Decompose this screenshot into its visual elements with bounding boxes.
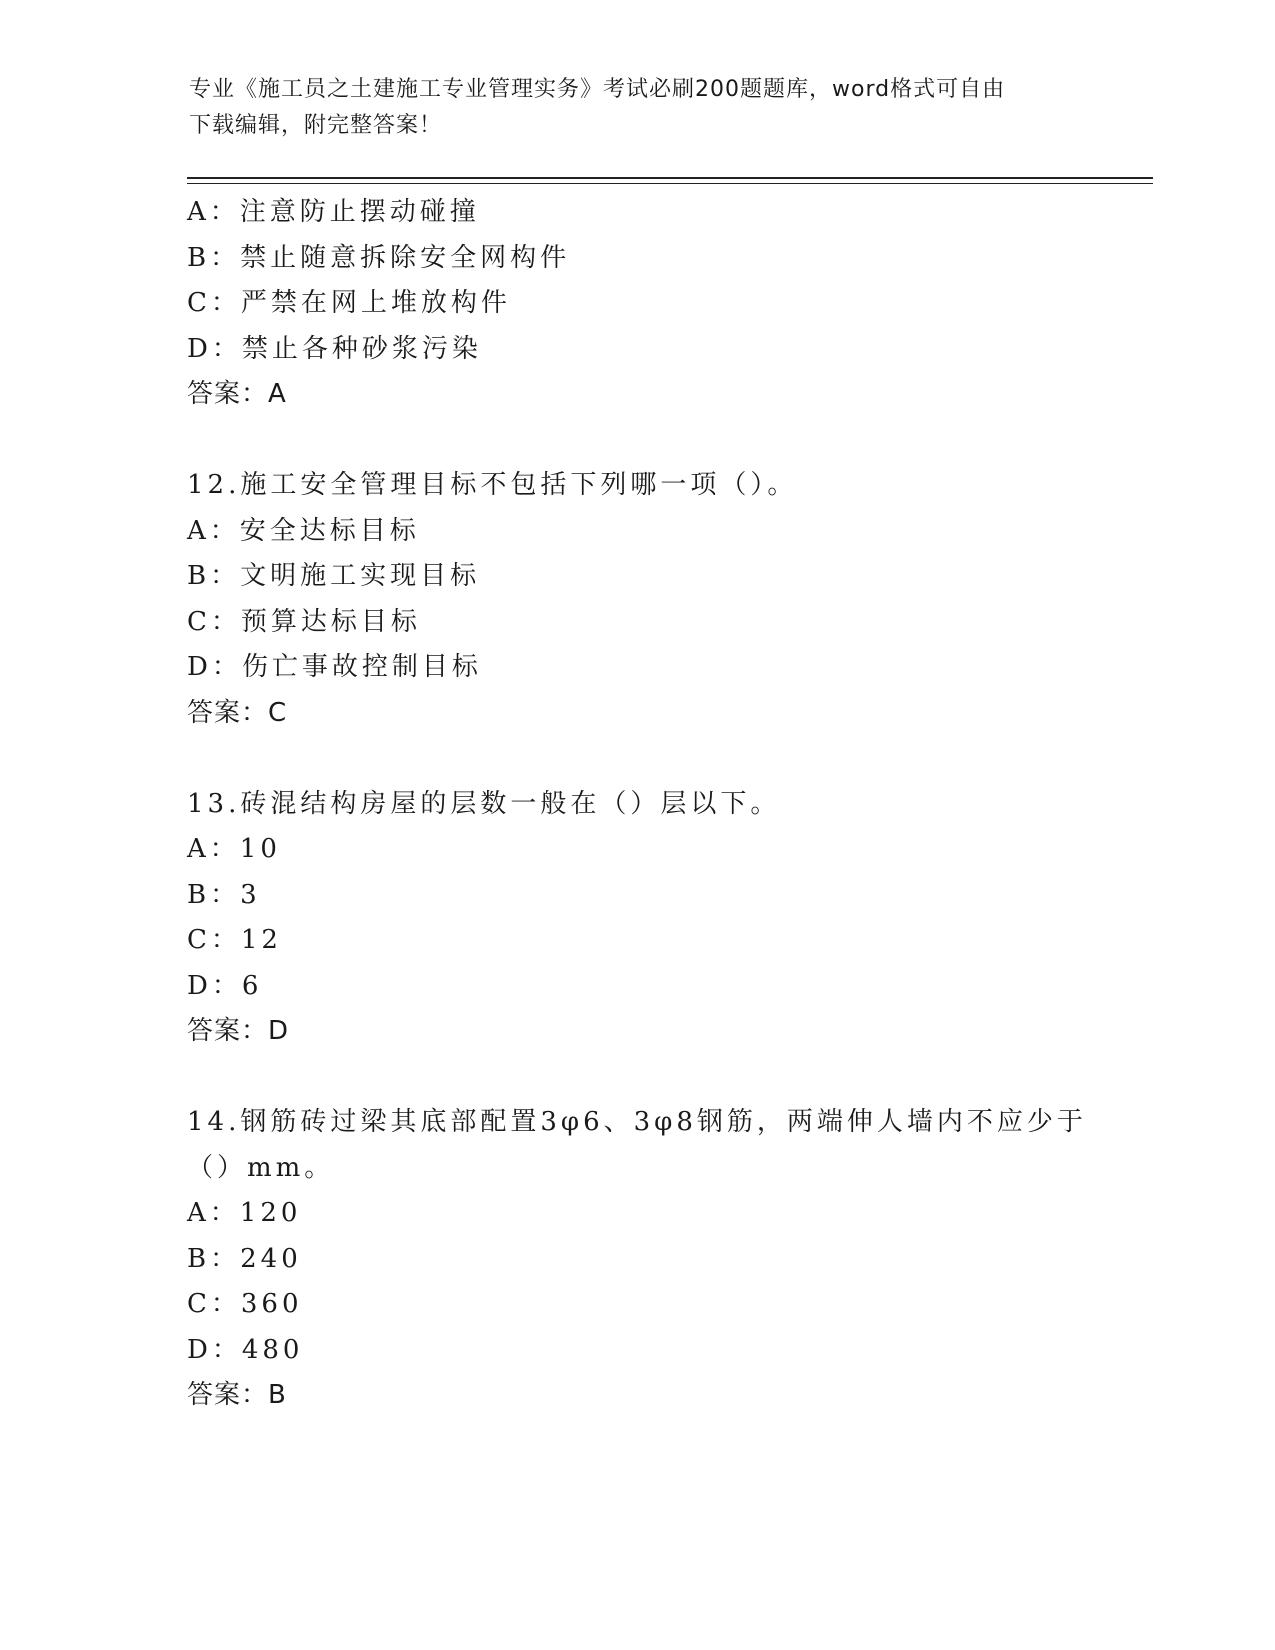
option-d: D：6 [187, 970, 263, 1001]
question-text: 13.砖混结构房屋的层数一般在（）层以下。 [187, 788, 781, 819]
question-text-line-2: （）mm。 [187, 1152, 335, 1183]
question-11 [187, 190, 1087, 418]
spacer [187, 418, 1087, 464]
question-14 [187, 1100, 1087, 1419]
option-a: A：安全达标目标 [187, 515, 420, 546]
option-a: A：10 [187, 834, 281, 864]
option-d: D：禁止各种砂浆污染 [187, 333, 482, 364]
option-d: D：480 [187, 1334, 304, 1365]
question-text-line-1: 14.钢筋砖过梁其底部配置3φ6、3φ8钢筋，两端伸人墙内不应少于 [187, 1107, 1087, 1137]
spacer [187, 736, 1087, 782]
header-title-line-2: 下载编辑，附完整答案！ [189, 113, 443, 138]
option-b: B：240 [187, 1243, 302, 1274]
answer-line: 答案：B [187, 1380, 287, 1410]
option-c: C：预算达标目标 [187, 606, 421, 637]
header-divider-thin [187, 183, 1153, 184]
option-a: A：120 [187, 1198, 302, 1228]
document-header [189, 72, 1069, 144]
answer-line: 答案：A [187, 379, 287, 409]
question-text: 12.施工安全管理目标不包括下列哪一项（）。 [187, 470, 798, 500]
answer-line: 答案：C [187, 697, 288, 728]
spacer [187, 1055, 1087, 1101]
option-b: B：3 [187, 879, 261, 910]
question-list [187, 190, 1087, 1419]
header-title-line-1: 专业《施工员之土建施工专业管理实务》考试必刷200题题库，word格式可自由 [189, 77, 1006, 102]
option-d: D：伤亡事故控制目标 [187, 652, 482, 682]
answer-line: 答案：D [187, 1016, 290, 1046]
option-c: C：12 [187, 925, 282, 955]
option-b: B：禁止随意拆除安全网构件 [187, 242, 571, 273]
option-c: C：严禁在网上堆放构件 [187, 288, 511, 318]
header-divider-thick [187, 177, 1153, 179]
option-a: A：注意防止摆动碰撞 [187, 197, 480, 227]
question-13 [187, 782, 1087, 1055]
option-c: C：360 [187, 1289, 303, 1319]
option-b: B：文明施工实现目标 [187, 561, 481, 591]
question-12 [187, 463, 1087, 736]
